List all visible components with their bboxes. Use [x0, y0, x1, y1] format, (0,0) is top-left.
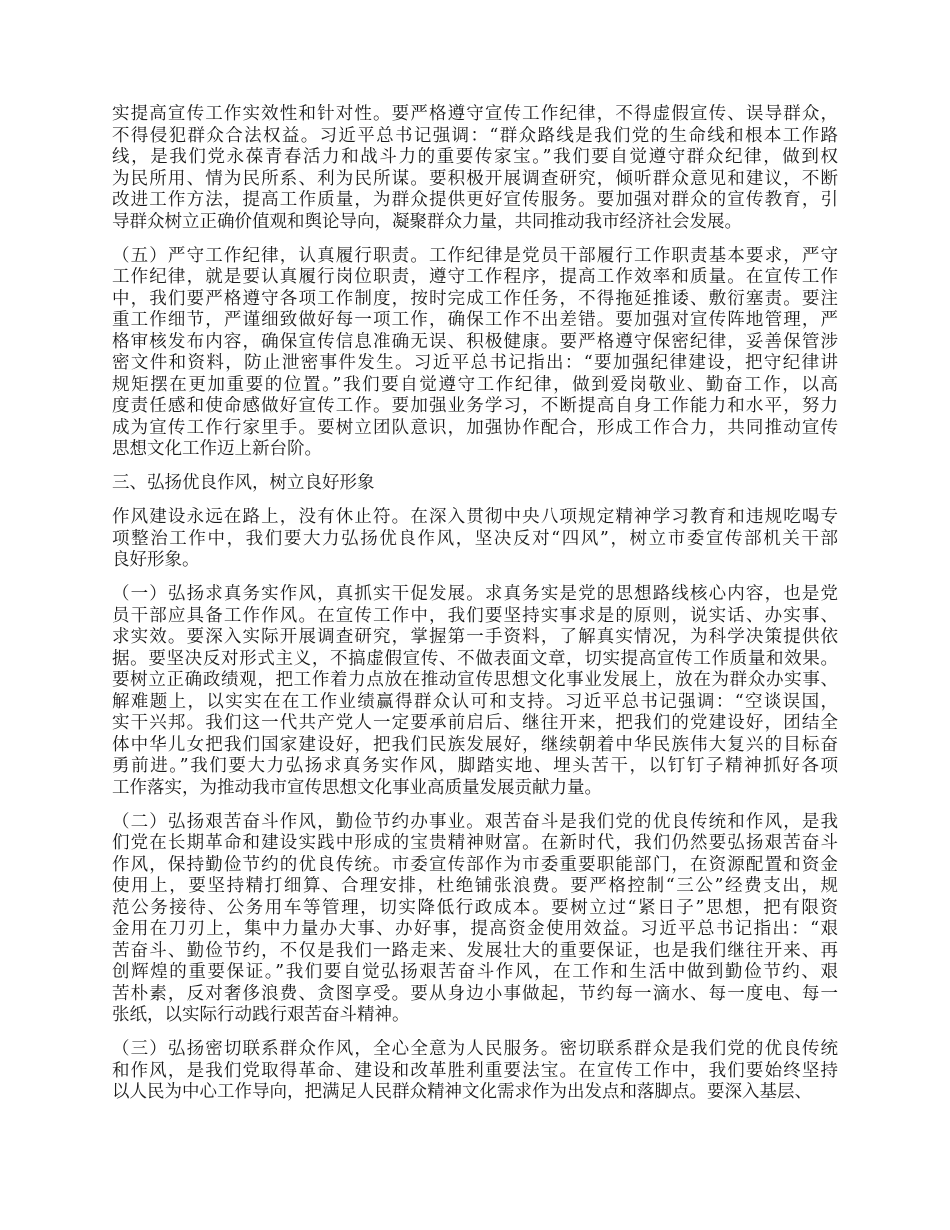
text-line: 们党在长期革命和建设实践中形成的宝贵精神财富。在新时代，我们仍然要弘扬艰苦奋斗 [112, 833, 838, 853]
document-page [112, 104, 838, 1116]
text-line: 改进工作方法，提高工作质量，为群众提供更好宣传服务。要加强对群众的宣传教育，引 [112, 190, 838, 210]
text-line: 项整治工作中，我们要大力弘扬优良作风，坚决反对“四风”，树立市委宣传部机关干部 [112, 528, 838, 549]
text-line: 工作纪律，就是要认真履行岗位职责，遵守工作程序，提高工作效率和质量。在宣传工作 [112, 267, 838, 287]
text-line: 勇前进。”我们要大力弘扬求真务实作风，脚踏实地、埋头苦干，以钉钉子精神抓好各项 [112, 756, 838, 776]
text-line: 金用在刀刃上，集中力量办大事、办好事，提高资金使用效益。习近平总书记指出：“艰 [112, 919, 838, 939]
text-line: 导群众树立正确价值观和舆论导向，凝聚群众力量，共同推动我市经济社会发展。 [112, 211, 742, 232]
text-line: 良好形象。 [112, 550, 200, 570]
text-line: 求实效。要深入实际开展调查研究，掌握第一手资料，了解真实情况，为科学决策提供依 [112, 627, 838, 647]
text-line: 使用上，要坚持精打细算、合理安排，杜绝铺张浪费。要严格控制“三公”经费支出，规 [112, 876, 838, 896]
text-line: （五）严守工作纪律，认真履行职责。工作纪律是党员干部履行工作职责基本要求，严守 [112, 245, 838, 266]
text-line: 创辉煌的重要保证。”我们要自觉弘扬艰苦奋斗作风，在工作和生活中做到勤俭节约、艰 [112, 962, 838, 982]
text-line: 范公务接待、公务用车等管理，切实降低行政成本。要树立过“紧日子”思想，把有限资 [112, 897, 838, 918]
text-line: 和作风，是我们党取得革命、建设和改革胜利重要法宝。在宣传工作中，我们要始终坚持 [112, 1060, 838, 1081]
text-line: 度责任感和使命感做好宣传工作。要加强业务学习，不断提高自身工作能力和水平，努力 [112, 396, 838, 416]
paragraph [112, 246, 838, 461]
text-line: 苦奋斗、勤俭节约，不仅是我们一路走来、发展壮大的重要保证，也是我们继往开来、再 [112, 940, 838, 961]
text-line: 为民所用、情为民所系、利为民所谋。要积极开展调查研究，倾听群众意见和建议，不断 [112, 168, 838, 189]
text-line: 据。要坚决反对形式主义，不搞虚假宣传、不做表面文章，切实提高宣传工作质量和效果。 [112, 648, 838, 669]
paragraph [112, 104, 838, 233]
section-heading [112, 473, 838, 495]
text-line: 成为宣传工作行家里手。要树立团队意识，加强协作配合，形成工作合力，共同推动宣传 [112, 417, 838, 438]
text-line: 张纸，以实际行动践行艰苦奋斗精神。 [112, 1005, 410, 1025]
paragraph [112, 1039, 838, 1104]
text-line: 作风建设永远在路上，没有休止符。在深入贯彻中央八项规定精神学习教育和违规吃喝专 [112, 507, 838, 527]
text-line: 解难题上，以实实在在工作业绩赢得群众认可和支持。习近平总书记强调：“空谈误国， [112, 691, 838, 712]
text-line: 三、弘扬优良作风，树立良好形象 [112, 473, 375, 493]
text-line: 格审核发布内容，确保宣传信息准确无误、积极健康。要严格遵守保密纪律，妥善保管涉 [112, 331, 838, 352]
paragraph [112, 812, 838, 1027]
text-line: 实干兴邦。我们这一代共产党人一定要承前启后、继往开来，把我们的党建设好，团结全 [112, 713, 838, 733]
text-line: 苦朴素，反对奢侈浪费、贪图享受。要从身边小事做起，节约每一滴水、每一度电、每一 [112, 983, 838, 1004]
text-line: 员干部应具备工作作风。在宣传工作中，我们要坚持实事求是的原则，说实话、办实事、 [112, 605, 838, 626]
text-line: 密文件和资料，防止泄密事件发生。习近平总书记指出：“要加强纪律建设，把守纪律讲 [112, 353, 838, 373]
text-line: 要树立正确政绩观，把工作着力点放在推动宣传思想文化事业发展上，放在为群众办实事、 [112, 670, 838, 690]
text-line: 规矩摆在更加重要的位置。”我们要自觉遵守工作纪律，做到爱岗敬业、勤奋工作，以高 [112, 374, 838, 395]
text-line: 体中华儿女把我们国家建设好，把我们民族发展好，继续朝着中华民族伟大复兴的目标奋 [112, 734, 838, 755]
text-line: 作风，保持勤俭节约的优良传统。市委宣传部作为市委重要职能部门，在资源配置和资金 [112, 854, 838, 875]
text-line: （三）弘扬密切联系群众作风，全心全意为人民服务。密切联系群众是我们党的优良传统 [112, 1039, 838, 1059]
text-line: 工作落实，为推动我市宣传思想文化事业高质量发展贡献力量。 [112, 777, 602, 798]
text-line: 以人民为中心工作导向，把满足人民群众精神文化需求作为出发点和落脚点。要深入基层、 [112, 1082, 812, 1102]
text-line: 不得侵犯群众合法权益。习近平总书记强调：“群众路线是我们党的生命线和根本工作路 [112, 125, 838, 146]
text-line: 实提高宣传工作实效性和针对性。要严格遵守宣传工作纪律，不得虚假宣传、误导群众， [112, 104, 838, 124]
text-line: 中，我们要严格遵守各项工作制度，按时完成工作任务，不得拖延推诿、敷衍塞责。要注 [112, 288, 838, 309]
text-line: 思想文化工作迈上新台阶。 [112, 439, 322, 459]
paragraph [112, 507, 838, 572]
paragraph [112, 584, 838, 799]
text-line: 重工作细节，严谨细致做好每一项工作，确保工作不出差错。要加强对宣传阵地管理，严 [112, 310, 838, 330]
text-line: 线，是我们党永葆青春活力和战斗力的重要传家宝。”我们要自觉遵守群众纪律，做到权 [112, 147, 838, 167]
text-line: （二）弘扬艰苦奋斗作风，勤俭节约办事业。艰苦奋斗是我们党的优良传统和作风，是我 [112, 811, 838, 832]
text-line: （一）弘扬求真务实作风，真抓实干促发展。求真务实是党的思想路线核心内容，也是党 [112, 584, 838, 604]
